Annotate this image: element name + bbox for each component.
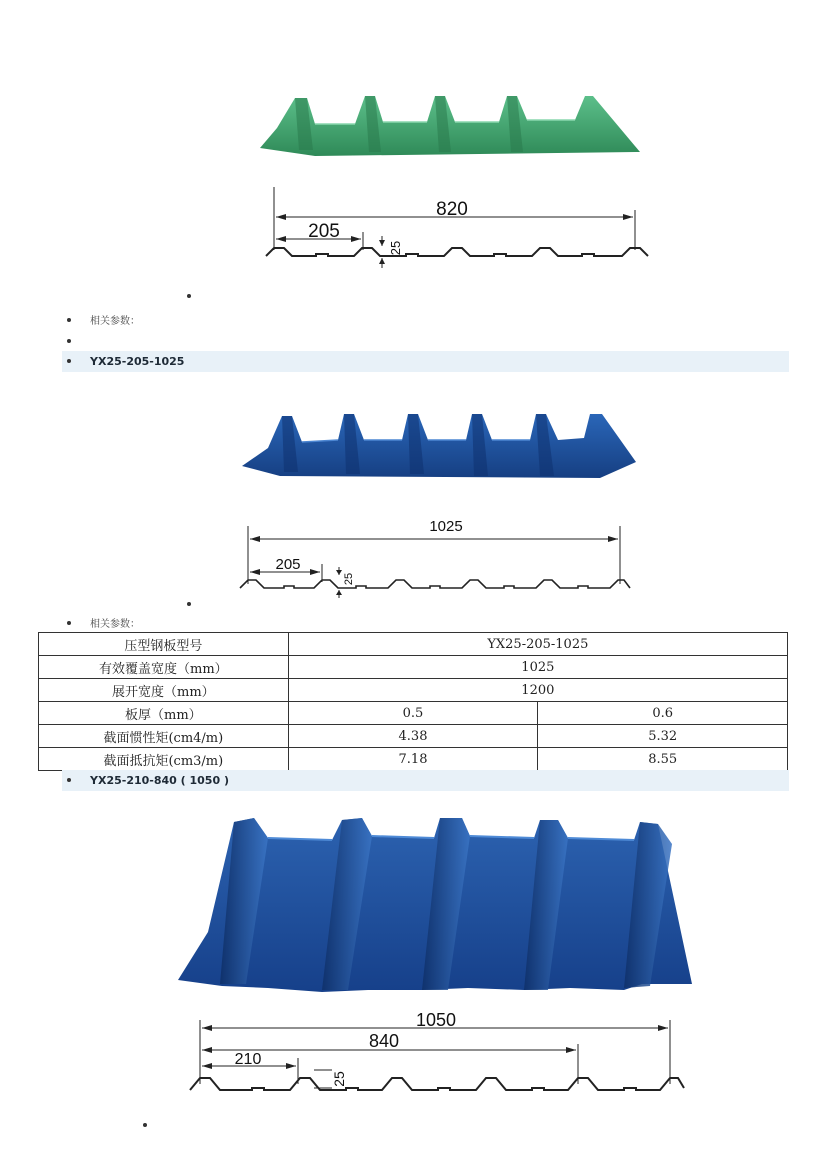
row-value: 8.55: [538, 748, 788, 771]
row-value: 1025: [288, 656, 787, 679]
row-value: 4.38: [288, 725, 538, 748]
row-label: 有效覆盖宽度（mm）: [39, 656, 289, 679]
params-label: 相关参数：: [90, 619, 140, 630]
dim-label-25: 25: [343, 572, 355, 586]
table-row: [39, 725, 788, 748]
params-label: 相关参数：: [90, 316, 140, 327]
row-label: 板厚（mm）: [39, 702, 289, 725]
bullet: [67, 359, 71, 363]
section-header: [62, 351, 789, 372]
row-value: 7.18: [288, 748, 538, 771]
table-row: [39, 702, 788, 725]
profile-line: [190, 1078, 684, 1090]
dim-label-205: 205: [275, 556, 301, 573]
dim-label-1050: 1050: [415, 1010, 457, 1030]
dim-label-210: 210: [234, 1051, 262, 1068]
dim-label-25: 25: [388, 240, 403, 256]
profile-diagram-1025: [236, 512, 634, 602]
row-label: 截面惯性矩(cm4/m): [39, 725, 289, 748]
empty-bullet: [67, 339, 71, 343]
row-value: YX25-205-1025: [288, 633, 787, 656]
table-row: [39, 748, 788, 771]
section-header: [62, 770, 789, 791]
green-sheet-photo: [255, 90, 645, 162]
row-label: 展开宽度（mm）: [39, 679, 289, 702]
profile-diagram-1050: [186, 1008, 686, 1098]
dim-label-820: 820: [436, 199, 468, 220]
section-title: YX25-205-1025: [90, 355, 185, 368]
profile-line: [266, 248, 648, 256]
row-label: 截面抵抗矩(cm3/m): [39, 748, 289, 771]
dim-label-205: 205: [308, 221, 340, 242]
spec-table: [38, 632, 788, 771]
section-title: YX25-210-840 ( 1050 ): [90, 774, 229, 787]
row-label: 压型钢板型号: [39, 633, 289, 656]
bullet: [67, 778, 71, 782]
empty-bullet: [187, 602, 191, 606]
row-value: 0.5: [288, 702, 538, 725]
row-value: 1200: [288, 679, 787, 702]
bullet: [67, 318, 71, 322]
empty-bullet: [187, 294, 191, 298]
bullet: [67, 621, 71, 625]
dim-label-840: 840: [368, 1031, 400, 1051]
table-row: [39, 656, 788, 679]
empty-bullet: [143, 1123, 147, 1127]
table-row: [39, 679, 788, 702]
dim-label-25: 25: [331, 1071, 347, 1087]
row-value: 5.32: [538, 725, 788, 748]
profile-line: [240, 580, 630, 588]
blue-sheet-photo: [240, 410, 640, 480]
dim-label-1025: 1025: [429, 518, 463, 535]
table-row: [39, 633, 788, 656]
profile-diagram-820: [262, 182, 654, 272]
blue-sheet-photo-large: [172, 814, 698, 996]
row-value: 0.6: [538, 702, 788, 725]
